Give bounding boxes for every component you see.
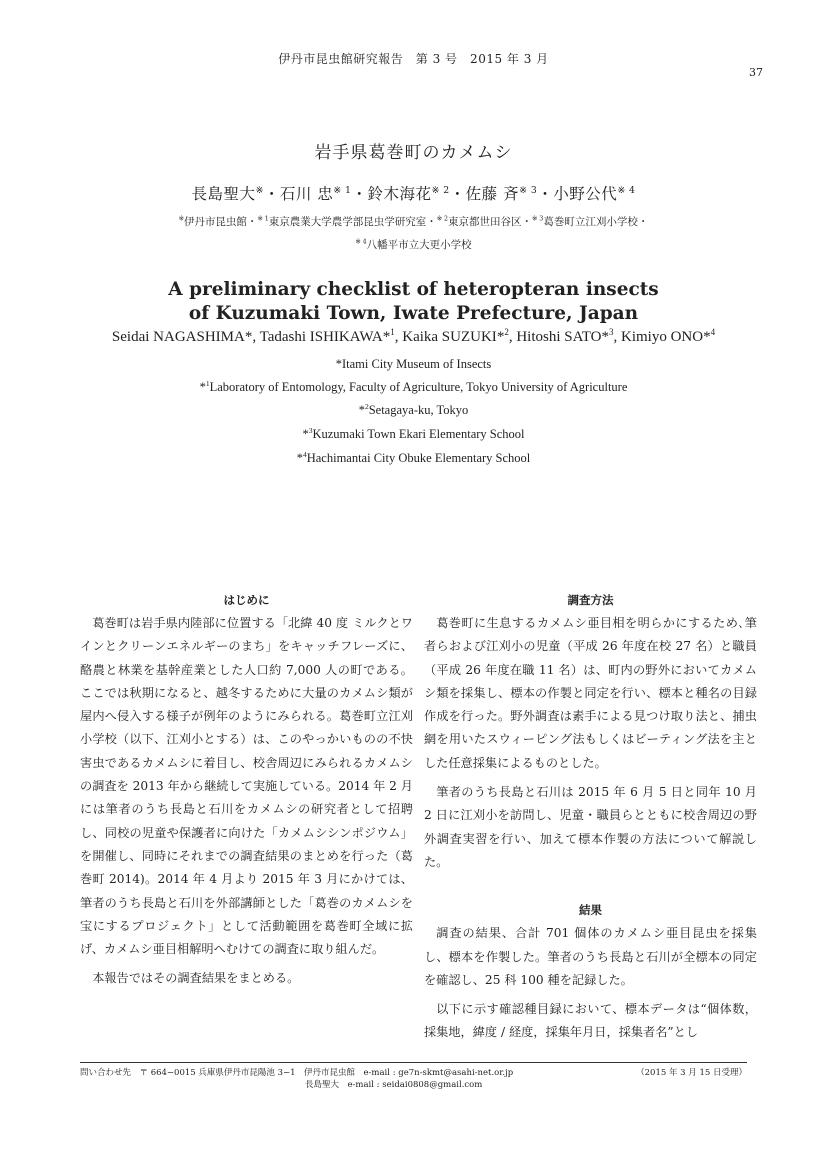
affiliation-text: Setagaya-ku, Tokyo <box>368 403 469 417</box>
author-mark: * <box>244 329 253 345</box>
methods-paragraph: 葛巻町に生息するカメムシ亜目相を明らかにするため､筆者らおよび江刈小の児童（平成 26 年度在校 27 名）と職員（平成 26 年度在職 11 名）は、町内の野外においてカメムシ類を採集し、標本の作製と同定を行い、標本と種名の目録作成を行った。野外調査は素手による見つけ取り法と、捕虫網を用いたスウィーピング法もしくはビーティング法を主とした任意採集によるものとした。 <box>424 616 757 770</box>
affiliation-sup: 2 <box>364 401 369 411</box>
author-sup: 1 <box>390 327 395 337</box>
affiliation-text: 八幡平市立大更小学校 <box>366 239 472 251</box>
author-name: Hitoshi SATO <box>516 329 602 345</box>
contact-line1: 問い合わせ先 〒 664−0015 兵庫県伊丹市昆陽池 3−1 伊丹市昆虫館 e-mail : ge7n-skmt@asahi-net.or.jp <box>80 1068 514 1078</box>
author-name: 石川 忠 <box>279 185 334 203</box>
affiliation-mark: * <box>302 427 309 441</box>
intro-paragraph: 葛巻町は岩手県内陸部に位置する「北緯 40 度 ミルクとワインとクリーンエネルギーのまち」をキャッチフレーズに、酪農と林業を基幹産業とした人口約 7,000 人の町である。ここでは秋期になると、越冬するために大量のカメムシ類が屋内へ侵入する様子が例年のようにみられる。葛巻町立江刈小学校（以下、江刈小とする）は、このやっかいものの不快害虫であるカメムシに着目し、校舎周辺にみられるカメムシの調査を 2013 年から継続して実施している。2014 年 2 月には筆者のうち長島と石川をカメムシの研究者として招聘し、同校の児童や保護者に向けた「カメムシシンポジウム」を開催し、同時にそれまでの調査結果のまとめを行った（葛巻町 2014)。2014 年 4 月より 2015 年 3 月にかけては、筆者のうち長島と石川を外部講師とした「葛巻のカメムシを宝にするプロジェクト」として活動範囲を葛巻町全域に拡げ、カメムシ亜目相解明へむけての調査に取り組んだ。 <box>80 616 413 957</box>
results-paragraph: 以下に示す確認種目録において、標本データは“個体数，採集地，緯度 / 経度，採集年月日，採集者名”とし <box>424 1002 757 1040</box>
author-name: Kimiyo ONO <box>620 329 704 345</box>
english-affiliation <box>0 380 827 395</box>
author-separator: ・ <box>351 185 368 203</box>
author-sup: 2 <box>504 327 509 337</box>
affiliation-text: Itami City Museum of Insects <box>341 357 492 371</box>
contact-line2: 長島聖大 e-mail : seidai0808@gmail.com <box>305 1080 483 1090</box>
affiliation-mark: * <box>199 380 206 394</box>
author-mark: ※ <box>255 184 264 196</box>
methods-paragraph: 筆者のうち長島と石川は 2015 年 6 月 5 日と同年 10 月 2 日に江刈小を訪問し、児童・職員らとともに校舎周辺の野外調査実習を行い、加えて標本作製の方法について解説した。 <box>424 785 757 869</box>
author-separator: ・ <box>263 185 280 203</box>
japanese-title: 岩手県葛巻町のカメムシ <box>314 143 513 163</box>
affiliation-text: Kuzumaki Town Ekari Elementary School <box>312 427 525 441</box>
japanese-affiliations-line1 <box>0 214 827 229</box>
affiliation-sup: 1 <box>205 378 210 388</box>
author-mark: ※ 3 <box>519 184 538 196</box>
author-mark: * <box>496 329 505 345</box>
affiliation-text: Laboratory of Entomology, Faculty of Agriculture, Tokyo University of Agriculture <box>209 380 628 394</box>
english-title-line1: A preliminary checklist of heteropteran insects <box>168 279 659 300</box>
footer-divider <box>80 1062 747 1063</box>
author-sup: 4 <box>710 327 716 337</box>
affiliation-mark: * <box>335 357 342 371</box>
affiliation-text: 東京農業大学農学部昆虫学研究室・ <box>268 216 437 228</box>
author-mark: * <box>601 329 609 345</box>
affiliation-sup: 4 <box>302 449 307 459</box>
section-heading-methods: 調査方法 <box>567 593 614 607</box>
section-heading-intro: はじめに <box>223 593 270 607</box>
page-number: 37 <box>749 66 763 79</box>
journal-header: 伊丹市昆虫館研究報告 第 3 号 2015 年 3 月 <box>278 52 549 66</box>
author-sup: 3 <box>608 327 614 337</box>
affiliation-mark: * <box>358 403 365 417</box>
author-name: 長島聖大 <box>191 185 256 203</box>
affiliation-mark: ※ 1 <box>257 215 269 223</box>
english-affiliation <box>0 403 827 418</box>
affiliation-mark: ※ <box>178 215 184 223</box>
author-name: 小野公代 <box>553 185 618 203</box>
japanese-authors <box>0 182 827 204</box>
received-date: （2015 年 3 月 15 日受理） <box>636 1068 747 1078</box>
affiliation-mark: ※ 3 <box>532 215 544 223</box>
english-title <box>0 278 827 326</box>
author-mark: ※ 1 <box>333 184 352 196</box>
affiliation-text: 伊丹市昆虫館・ <box>183 216 258 228</box>
affiliation-text: 東京都世田谷区・ <box>448 216 533 228</box>
section-heading-results: 結果 <box>579 903 602 918</box>
author-separator: ・ <box>449 185 466 203</box>
author-name: 鈴木海花 <box>367 185 432 203</box>
author-name: Seidai NAGASHIMA <box>111 329 245 345</box>
author-separator: ・ <box>537 185 554 203</box>
english-title-line2: of Kuzumaki Town, Iwate Prefecture, Japan <box>188 303 639 324</box>
intro-paragraph: 本報告ではその調査結果をまとめる。 <box>92 971 300 986</box>
affiliation-text: 葛巻町立江刈小学校・ <box>543 216 649 228</box>
right-column <box>424 590 757 1051</box>
author-mark: * <box>382 329 391 345</box>
affiliation-mark: ※ 4 <box>355 238 367 246</box>
author-mark: * <box>703 329 711 345</box>
english-affiliation <box>0 451 827 466</box>
affiliation-text: Hachimantai City Obuke Elementary School <box>306 451 531 465</box>
affiliation-mark: * <box>296 451 303 465</box>
author-name: 佐藤 斉 <box>465 185 520 203</box>
english-authors: Seidai NAGASHIMA*, Tadashi ISHIKAWA*$^1$, Kaika SUZUKI*$^2$, Hitoshi SATO*$^3$, Kimiyo ONO*$^4$ <box>111 327 716 345</box>
affiliation-sup: 3 <box>308 425 313 435</box>
english-affiliation <box>0 357 827 372</box>
author-name: Tadashi ISHIKAWA <box>259 329 383 345</box>
affiliation-mark: ※ 2 <box>436 215 449 223</box>
author-mark: ※ 4 <box>617 184 636 196</box>
japanese-affiliations-line2 <box>0 237 827 252</box>
english-affiliation <box>0 427 827 442</box>
author-mark: ※ 2 <box>431 184 450 196</box>
results-paragraph: 調査の結果、合計 701 個体のカメムシ亜目昆虫を採集し、標本を作製した。筆者のうち長島と石川が全標本の同定を確認し、25 科 100 種を記録した。 <box>424 926 757 987</box>
left-column <box>80 590 413 997</box>
author-name: Kaika SUZUKI <box>402 329 497 345</box>
